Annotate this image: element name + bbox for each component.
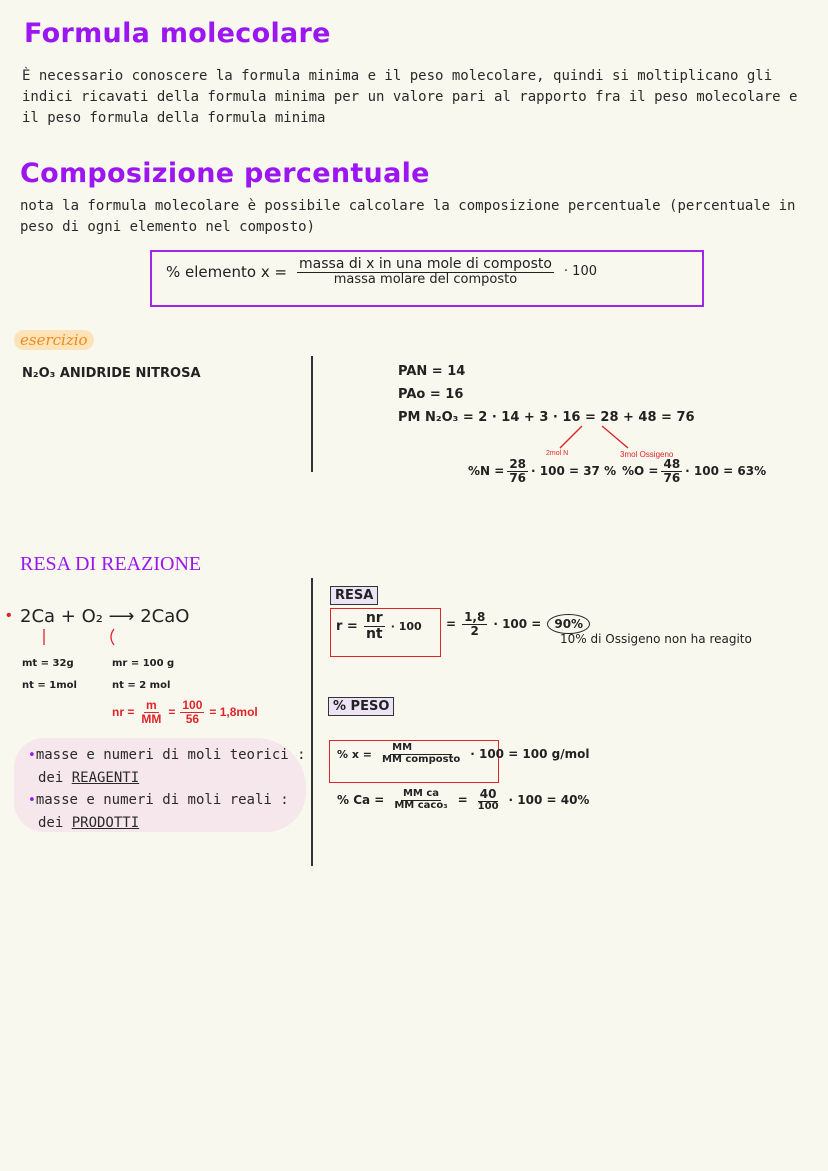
bullet-1-line2: [28, 767, 306, 789]
nr-den1: MM: [141, 711, 162, 726]
resa-result: 90%: [547, 614, 590, 634]
formula-denominator: massa molare del composto: [333, 271, 518, 287]
nr-lhs: nr =: [112, 705, 135, 720]
v-den: 2: [470, 623, 479, 638]
esercizio-label: esercizio: [14, 330, 94, 350]
nr-frac1: [139, 699, 163, 725]
r-frac: [364, 611, 385, 641]
nr-num2: 100: [182, 698, 203, 712]
peso-ca: [337, 788, 589, 812]
mt-value: mt = 32g: [22, 658, 74, 669]
nr-eq: =: [168, 705, 176, 720]
resa-note: 10% di Ossigeno non ha reagito: [560, 632, 752, 646]
note-2mol-n: 2mol N: [546, 450, 569, 457]
formula-fraction: [297, 257, 554, 286]
r-mult: · 100: [390, 619, 422, 633]
po-lhs: %O =: [622, 464, 659, 479]
peso-label: % PESO: [328, 697, 394, 716]
percent-o: [622, 458, 766, 484]
bullet-1-keyword: REAGENTI: [71, 770, 140, 786]
ca-frac2: [476, 788, 501, 812]
r-num: nr: [365, 610, 383, 626]
exercise-compound: N₂O₃ ANIDRIDE NITROSA: [22, 366, 201, 381]
bullet-red-dot: •: [6, 607, 12, 624]
po-num: 48: [663, 457, 681, 471]
ca-num: MM ca: [402, 788, 439, 800]
bullet-1-prefix: dei: [38, 770, 72, 786]
x-num: MM: [390, 743, 452, 755]
ca-den: MM caco₃: [394, 799, 448, 811]
r-lhs: r =: [336, 618, 358, 634]
v-frac: [462, 611, 487, 637]
formula-lhs: % elemento x =: [166, 262, 288, 281]
nr-num1: m: [146, 698, 157, 712]
title-composizione-percentuale: Composizione percentuale: [20, 158, 430, 189]
bullet-2-keyword: PRODOTTI: [71, 815, 140, 831]
resa-formula: [336, 611, 422, 641]
divider-exercise: [311, 356, 313, 472]
title-formula-molecolare: Formula molecolare: [24, 18, 331, 49]
po-den: 76: [663, 470, 681, 485]
paragraph-composizione: nota la formula molecolare è possibile calcolare la composizione percentuale (percentuale in peso di ogni elemento nel composto): [20, 198, 796, 235]
pn-lhs: %N =: [468, 464, 505, 479]
note-3mol-o: 3mol Ossigeno: [620, 450, 674, 459]
ca-rest: · 100 = 40%: [508, 793, 590, 808]
bullet-2-line1: masse e numeri di moli reali :: [35, 792, 289, 808]
title-resa-reazione: RESA DI REAZIONE: [20, 553, 202, 575]
v-rest: · 100 =: [493, 617, 542, 632]
pn-rest: · 100 = 37 %: [531, 464, 617, 479]
ca-frac: [392, 789, 449, 811]
annotation-lines: [540, 424, 650, 452]
bullet-2-prefix: dei: [38, 815, 72, 831]
pa-n: PAN = 14: [398, 364, 466, 379]
ca-eq: =: [457, 793, 468, 808]
bullet-2: [28, 789, 306, 812]
reaction-equation: 2Ca + O₂ ⟶ 2CaO: [20, 606, 190, 627]
po-frac: [661, 458, 682, 484]
nt2-value: nt = 2 mol: [112, 680, 171, 691]
percent-n: [468, 458, 616, 484]
line-to-n: [560, 426, 582, 448]
r-den: nt: [365, 625, 383, 642]
mark-o2: [111, 629, 114, 645]
pn-den: 76: [509, 470, 527, 485]
line-to-o: [602, 426, 628, 448]
nr-formula: [112, 699, 258, 725]
ca-num2: 40: [479, 787, 497, 801]
nt-value: nt = 1mol: [22, 680, 77, 691]
nr-rest: = 1,8mol: [209, 705, 258, 720]
reaction-marks: [36, 627, 126, 649]
bullet-2-dot: •: [28, 793, 36, 808]
formula-mult: · 100: [563, 264, 597, 280]
bullet-1: [28, 744, 306, 767]
nr-frac2: [180, 699, 204, 725]
ca-lhs: % Ca =: [337, 793, 385, 808]
pa-o: PAo = 16: [398, 387, 464, 402]
resa-label: RESA: [330, 586, 378, 605]
mr-value: mr = 100 g: [112, 658, 175, 669]
divider-resa: [311, 578, 313, 866]
bullet-notes: [28, 744, 306, 834]
bullet-2-line2: [28, 812, 306, 834]
v-num: 1,8: [464, 610, 486, 624]
paragraph-formula-molecolare: È necessario conoscere la formula minima e il peso molecolare, quindi si moltiplicano gli indici ricavati della formula minima per un valore pari al rapporto fra il peso molecolare e il peso formula della formula minima: [22, 68, 798, 126]
formula-numerator: massa di x in una mole di composto: [299, 256, 552, 272]
nr-den2: 56: [185, 711, 200, 726]
po-rest: · 100 = 63%: [685, 464, 767, 479]
x-lhs: % x =: [337, 747, 372, 761]
bullet-1-line1: masse e numeri di moli teorici :: [35, 747, 306, 763]
bullet-1-dot: •: [28, 748, 36, 763]
pn-frac: [507, 458, 528, 484]
x-rest: · 100 = 100 g/mol: [470, 747, 590, 761]
ca-den2: 100: [477, 800, 499, 812]
pm-n2o3: PM N₂O₃ = 2 · 14 + 3 · 16 = 28 + 48 = 76: [398, 410, 695, 425]
resa-eq: =: [446, 617, 457, 632]
x-den: MM composto: [382, 753, 461, 765]
pn-num: 28: [509, 457, 527, 471]
x-frac: [380, 743, 462, 765]
composition-formula: [166, 257, 597, 286]
peso-formula: [337, 743, 590, 765]
